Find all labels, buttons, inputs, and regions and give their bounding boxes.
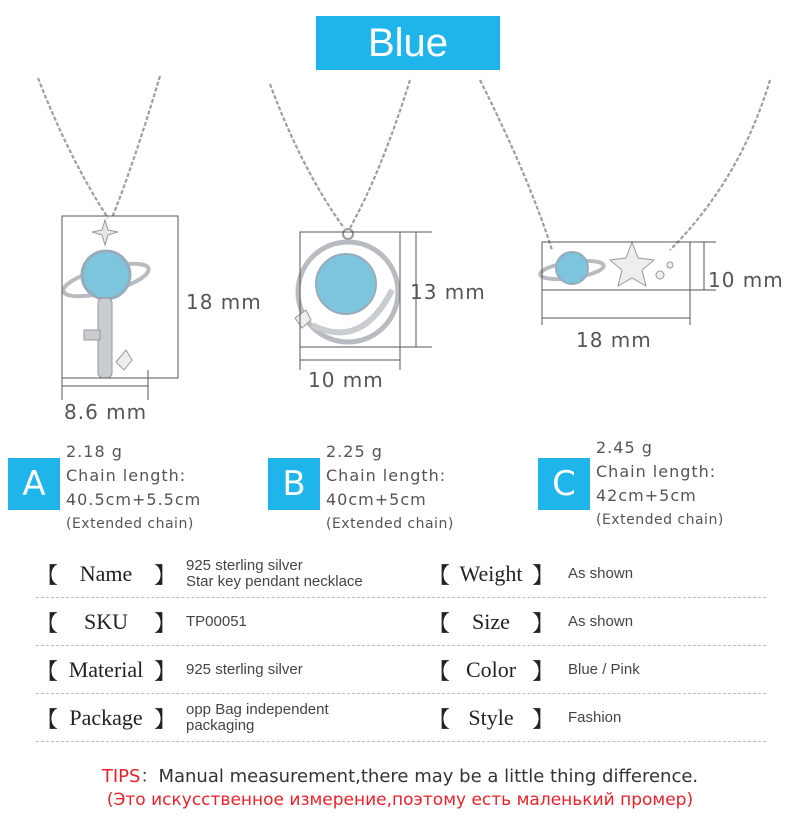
spec-key	[428, 550, 554, 598]
spec-value-line: packaging	[186, 717, 255, 734]
pendant-key-illustration	[0, 70, 270, 430]
bracket-close: 】	[154, 610, 177, 636]
spec-key-sku: SKU	[83, 609, 128, 634]
product-b-image	[262, 70, 522, 400]
badge-c: C	[538, 458, 590, 510]
spec-key-name: Name	[79, 561, 133, 586]
product-a-chain-label: Chain length:	[66, 466, 187, 485]
bracket-open: 【	[36, 562, 59, 588]
product-a-width: 8.6 mm	[64, 400, 148, 424]
spec-key	[428, 598, 554, 646]
bracket-open: 【	[36, 658, 59, 684]
spec-value: Fashion	[568, 709, 622, 726]
spec-value-line: opp Bag independent	[186, 701, 329, 718]
spec-value: 925 sterling silver	[186, 661, 303, 678]
bracket-open: 【	[36, 706, 59, 732]
product-a-weight: 2.18 g	[66, 442, 123, 461]
spec-key	[428, 646, 554, 694]
tips-label: TIPS	[101, 766, 141, 787]
spec-value: As shown	[568, 613, 634, 630]
tips-separator: ：	[140, 766, 159, 787]
product-b-height: 13 mm	[410, 280, 486, 304]
bracket-close: 】	[532, 562, 555, 588]
spec-key	[428, 694, 554, 742]
bracket-close: 】	[532, 706, 555, 732]
spec-value-line: 925 sterling silver	[186, 557, 303, 574]
pendant-star-planet-illustration	[520, 70, 800, 360]
spec-value	[186, 694, 426, 742]
spec-value: TP00051	[186, 613, 247, 630]
spec-key-style: Style	[468, 705, 514, 730]
product-c-weight: 2.45 g	[596, 438, 653, 457]
spec-row	[36, 694, 766, 742]
product-c-image	[520, 70, 800, 360]
spec-key-size: Size	[472, 609, 510, 634]
spec-table	[36, 550, 766, 742]
spec-key	[36, 598, 176, 646]
pendant-planet-illustration	[262, 70, 522, 400]
product-a-info	[66, 440, 201, 536]
spec-key	[36, 550, 176, 598]
color-banner: Blue	[316, 16, 500, 70]
product-a-chain-length: 40.5cm+5.5cm	[66, 490, 202, 509]
bracket-close: 】	[154, 562, 177, 588]
product-c-height: 10 mm	[708, 268, 784, 292]
spec-key-package: Package	[69, 705, 143, 730]
tips-text: Manual measurement,there may be a little thing difference.	[158, 766, 699, 787]
product-a-note: (Extended chain)	[66, 516, 194, 532]
badge-b: B	[268, 458, 320, 510]
product-c-chain-label: Chain length:	[596, 462, 717, 481]
product-c-info	[596, 436, 724, 532]
bracket-open: 【	[428, 610, 451, 636]
product-b-info	[326, 440, 454, 536]
product-c-note: (Extended chain)	[596, 512, 724, 528]
spec-value	[186, 550, 426, 598]
product-b-note: (Extended chain)	[326, 516, 454, 532]
tips-russian: (Это искусственное измерение,поэтому есть маленький промер)	[106, 790, 694, 810]
bracket-open: 【	[428, 706, 451, 732]
bracket-open: 【	[428, 562, 451, 588]
badge-a: A	[8, 458, 60, 510]
bracket-close: 】	[532, 658, 555, 684]
product-c-width: 18 mm	[576, 328, 652, 352]
product-a-image	[0, 70, 270, 430]
spec-key-material: Material	[68, 657, 144, 682]
spec-key	[36, 646, 176, 694]
spec-row	[36, 550, 766, 598]
spec-key-weight: Weight	[459, 561, 523, 586]
product-a-height: 18 mm	[186, 290, 262, 314]
tips-line	[0, 762, 800, 788]
bracket-open: 【	[36, 610, 59, 636]
bracket-close: 】	[532, 610, 555, 636]
bracket-close: 】	[154, 706, 177, 732]
product-b-chain-length: 40cm+5cm	[326, 490, 427, 509]
bracket-open: 【	[428, 658, 451, 684]
product-b-chain-label: Chain length:	[326, 466, 447, 485]
spec-row	[36, 598, 766, 646]
product-b-width: 10 mm	[308, 368, 384, 392]
spec-row	[36, 646, 766, 694]
spec-key-color: Color	[465, 657, 517, 682]
spec-value-line: Star key pendant necklace	[186, 573, 363, 590]
bracket-close: 】	[154, 658, 177, 684]
product-b-weight: 2.25 g	[326, 442, 383, 461]
product-c-chain-length: 42cm+5cm	[596, 486, 697, 505]
spec-value: Blue / Pink	[568, 661, 640, 678]
spec-value: As shown	[568, 565, 634, 582]
spec-key	[36, 694, 176, 742]
